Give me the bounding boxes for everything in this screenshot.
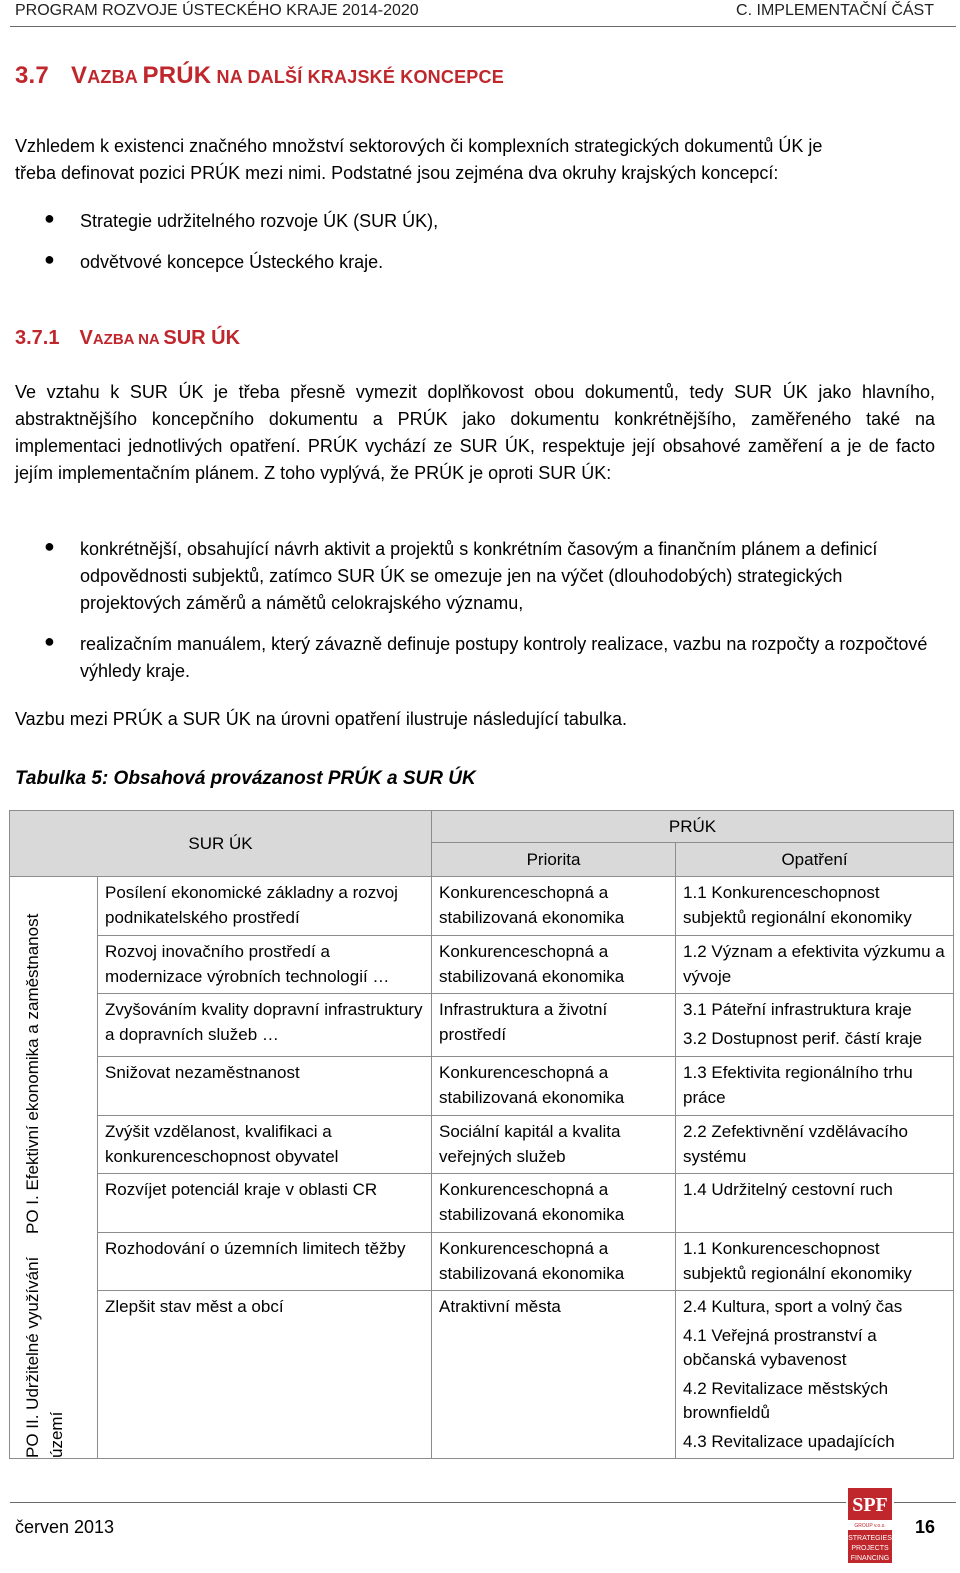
opatreni-cell (676, 936, 954, 994)
subsection-heading (15, 327, 240, 350)
opatreni-item: 4.1 Veřejná prostranství a občanská vybavenost (683, 1325, 877, 1369)
side-label-po1: PO I. Efektivní ekonomika a zaměstnanost (23, 913, 42, 1234)
sur-cell (98, 994, 432, 1057)
table-row (10, 1057, 954, 1116)
opatreni-cell (676, 1233, 954, 1291)
table-row (10, 1291, 954, 1459)
logo-group: GROUP v.o.s. (854, 1523, 886, 1529)
page-number: 16 (915, 1517, 936, 1537)
priorita-cell (432, 1116, 676, 1174)
intro-bullet-1: Strategie udržitelného rozvoje ÚK (SUR ÚK), (80, 211, 439, 231)
opatreni-item: 4.2 Revitalizace městských brownfieldů (683, 1378, 889, 1422)
intro-line-1: Vzhledem k existenci značného množství sektorových či komplexních strategických dokumentů ÚK je (15, 136, 823, 156)
subsection-title-small: AZBA NA (92, 331, 164, 348)
opatreni-item: 2.4 Kultura, sport a volný čas (683, 1297, 903, 1316)
body-bullet-1: konkrétnější, obsahující návrh aktivit a projektů s konkrétním časovým a finančním plánem a definicí odpovědnosti subjektů, zatímco SUR ÚK se omezuje jen na výčet (dlouhodobých) strategických projektových záměrů a námětů celokrajského významu, (80, 539, 878, 613)
bullet-icon: ● (44, 536, 55, 556)
logo-line-3: FINANCING (850, 1555, 890, 1562)
priorita-cell-text: Konkurenceschopná a stabilizovaná ekonomika (439, 1180, 625, 1224)
subsection-title-initial: V (79, 327, 93, 349)
table-row (10, 877, 954, 936)
bullet-icon: ● (44, 208, 55, 228)
running-header-right: C. IMPLEMENTAČNÍ ČÁST (736, 2, 934, 19)
opatreni-cell (676, 1174, 954, 1233)
side-label-po2-line1: PO II. Udržitelné využívání (23, 1256, 42, 1458)
linkage-table (9, 810, 954, 1459)
priorita-cell-text: Sociální kapitál a kvalita veřejných služeb (439, 1122, 621, 1166)
opatreni-cell (676, 877, 954, 936)
priorita-cell (432, 1291, 676, 1459)
opatreni-item: 3.1 Páteřní infrastruktura kraje (683, 1000, 912, 1019)
opatreni-item: 1.4 Udržitelný cestovní ruch (683, 1180, 893, 1199)
sur-cell (98, 1057, 432, 1116)
sur-cell-text: Zvýšit vzdělanost, kvalifikaci a konkurenceschopnost obyvatel (105, 1122, 339, 1166)
opatreni-item: 1.3 Efektivita regionálního trhu práce (683, 1063, 913, 1107)
section-title-small: AZBA (87, 67, 143, 87)
intro-line-2: třeba definovat pozici PRÚK mezi nimi. Podstatné jsou zejména dva okruhy krajských koncepcí: (15, 163, 779, 183)
bullet-icon: ● (44, 631, 55, 651)
priorita-cell (432, 877, 676, 936)
running-header-left: PROGRAM ROZVOJE ÚSTECKÉHO KRAJE 2014-2020 (15, 2, 419, 19)
sur-cell-text: Rozhodování o územních limitech těžby (105, 1239, 406, 1258)
section-title-tail: NA DALŠÍ KRAJSKÉ KONCEPCE (211, 67, 504, 87)
sur-cell-text: Zlepšit stav měst a obcí (105, 1297, 284, 1316)
intro-bullet-2: odvětvové koncepce Ústeckého kraje. (80, 252, 384, 272)
table-head-pruk: PRÚK (432, 811, 954, 843)
section-number: 3.7 (15, 62, 49, 89)
footer-date: červen 2013 (15, 1517, 115, 1537)
subsection-title-big: SUR ÚK (163, 327, 241, 349)
opatreni-item: 1.2 Význam a efektivita výzkumu a vývoje (683, 942, 945, 986)
logo-line-2: PROJECTS (851, 1545, 889, 1552)
section-heading (15, 62, 504, 90)
opatreni-cell (676, 1116, 954, 1174)
sur-cell (98, 1233, 432, 1291)
priorita-cell (432, 1057, 676, 1116)
footer-rule (10, 1502, 956, 1503)
priorita-cell-text: Konkurenceschopná a stabilizovaná ekonomika (439, 883, 625, 927)
priorita-cell (432, 994, 676, 1057)
opatreni-item: 3.2 Dostupnost perif. částí kraje (683, 1028, 923, 1048)
table-row (10, 1174, 954, 1233)
table-head-opatreni: Opatření (676, 843, 954, 877)
sur-cell-text: Zvyšováním kvality dopravní infrastruktury a dopravních služeb … (105, 1000, 423, 1044)
opatreni-item: 1.1 Konkurenceschopnost subjektů regionální ekonomiky (683, 883, 912, 927)
priorita-cell (432, 936, 676, 994)
opatreni-cell (676, 994, 954, 1057)
opatreni-item: 2.2 Zefektivnění vzdělávacího systému (683, 1122, 908, 1166)
opatreni-cell (676, 1057, 954, 1116)
sur-cell (98, 1291, 432, 1459)
spf-logo (846, 1486, 894, 1564)
priorita-cell-text: Atraktivní města (439, 1297, 561, 1316)
priorita-cell-text: Konkurenceschopná a stabilizovaná ekonomika (439, 942, 625, 986)
logo-line-1: STRATEGIES (848, 1535, 892, 1542)
side-label-po2-line2: území (47, 1411, 66, 1458)
table-head-priorita: Priorita (432, 843, 676, 877)
table-row (10, 936, 954, 994)
section-title-initial: V (70, 62, 88, 89)
table-row (10, 994, 954, 1057)
priorita-cell-text: Konkurenceschopná a stabilizovaná ekonomika (439, 1063, 625, 1107)
table-row (10, 1233, 954, 1291)
priorita-cell (432, 1233, 676, 1291)
sur-cell-text: Rozvíjet potenciál kraje v oblasti CR (105, 1180, 378, 1199)
priorita-cell (432, 1174, 676, 1233)
sur-cell-text: Posílení ekonomické základny a rozvoj podnikatelského prostředí (105, 883, 398, 927)
sur-cell (98, 936, 432, 994)
opatreni-item: 1.1 Konkurenceschopnost subjektů regionální ekonomiky (683, 1239, 912, 1283)
subsection-number: 3.7.1 (15, 327, 60, 349)
sur-cell (98, 877, 432, 936)
sur-cell-text: Rozvoj inovačního prostředí a modernizace výrobních technologií … (105, 942, 390, 986)
body-paragraph: Ve vztahu k SUR ÚK je třeba přesně vymezit doplňkovost obou dokumentů, tedy SUR ÚK jako hlavního, abstraktnějšího koncepčního dokumentu a PRÚK jako dokumentu konkrétnějšího, zaměřeného také na implementaci jednotlivých opatření. PRÚK vychází ze SUR ÚK, respektuje její obsahové zaměření a je de facto jejím implementačním plánem. Z toho vyplývá, že PRÚK je oproti SUR ÚK: (15, 382, 935, 483)
table-caption: Tabulka 5: Obsahová provázanost PRÚK a SUR ÚK (15, 768, 476, 789)
table-row (10, 1116, 954, 1174)
priorita-cell-text: Infrastruktura a životní prostředí (439, 1000, 608, 1044)
opatreni-item: 4.3 Revitalizace upadajících (683, 1431, 895, 1451)
sur-cell (98, 1174, 432, 1233)
sur-cell-text: Snižovat nezaměstnanost (105, 1063, 300, 1082)
opatreni-cell (676, 1291, 954, 1459)
body-bullet-2: realizačním manuálem, který závazně definuje postupy kontroly realizace, vazbu na rozpočty a rozpočtové výhledy kraje. (80, 634, 928, 681)
table-head-sur: SUR ÚK (10, 811, 432, 877)
priorita-cell-text: Konkurenceschopná a stabilizovaná ekonomika (439, 1239, 625, 1283)
bullet-icon: ● (44, 249, 55, 269)
header-rule (10, 26, 956, 27)
closing-sentence: Vazbu mezi PRÚK a SUR ÚK na úrovni opatření ilustruje následující tabulka. (15, 709, 627, 729)
sur-cell (98, 1116, 432, 1174)
section-title-big: PRÚK (142, 62, 212, 89)
logo-mark: SPF (852, 1494, 888, 1516)
